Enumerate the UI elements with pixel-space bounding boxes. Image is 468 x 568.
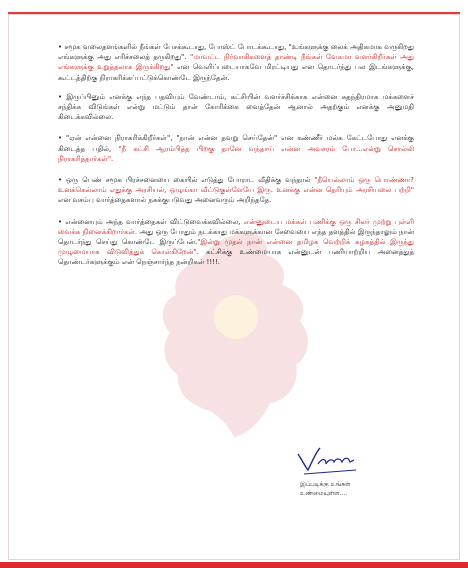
handwritten-signature: [294, 440, 364, 480]
signature-line-1: இப்படிக்கு உங்கள்: [300, 481, 351, 488]
paragraph-1-highlight-1: "மாவட்ட நிர்வாகிகளைத் தாண்டி நீங்கள் வேகமா வளர்கிறீர்கள் அது எங்களுக்கு உறுத்தலாக இருக்கிறது": [58, 53, 414, 72]
paragraph-2-text-1: • இருப்பினும் எனக்கு எந்த பதவியும் வேண்டாம், கட்சியின் வளர்ச்சிக்காக என்னை சுதந்திரமாக மக்களைச் சந்திக்க விடுங்கள் என்று மட்டும் தான் கோரிக்கை வைத்தேன் ஆனால் அதற்கும் எனக்கு அனுமதி கிடைக்கவில்லை.: [58, 92, 414, 122]
paragraph-5-highlight-2: "இன்று முதல் நான் என்னை தமிழக வெற்றிக் கழகத்தில் இருந்து முழுமையாக விடுவித்துக் கொள்கிறேன்".: [58, 238, 414, 257]
letter-body: [58, 42, 414, 277]
paragraph-1-text-2: என வெளிப்படையாகவே மிரட்டியது என தொடர்ந்து பல இடங்களுக்கு, கூட்டத்திற்கு நிராகரிக்கப்பட்டுக்கொண்டே இருந்தேன்.: [58, 63, 414, 82]
paragraph-5-text-3: கட்சிக்கு உண்மையாக என்னுடன் பணியாற்றிய அனைத்துத் தொண்டர்களுக்கும் என் நெஞ்சார்ந்த நன்றிகள் !!!!.: [58, 248, 414, 267]
paragraph-5-text-1: • என்னையும் அந்த வார்த்தைகள் விட்டுவைக்கவில்லை,: [58, 217, 244, 226]
paragraph-3: [58, 133, 414, 164]
paragraph-4-highlight-1: "நீயெல்லாம் ஒரு பொண்ணா? உனக்கெல்லாம் எதுக்கு அரசியல், ஒழுங்கா வீட்டுகுள்ளேயே இரு. உனக்கு என்ன தெரியும் அரசியலை பற்றி": [58, 176, 414, 195]
paragraph-1-text-1: • சமூக வலைதளங்களில் நீங்கள் பேசக்கூடாது, போஸ்ட் போடக்கூடாது, "உங்களுக்கு லைக் அதிகமாக வருகிறது எங்களுக்கு அது எரிச்சலைத் தருகிறது".: [58, 43, 414, 62]
paragraph-3-highlight-1: "நீ கட்சி ஆரம்பித்த பிறகு தானே வந்தாய் என்ன அவசரம் போ...என்று சொல்லி நிராகரித்தார்கள்".: [58, 144, 414, 163]
paragraph-5-highlight-1: என்னுடைய மக்கள் பணிக்கு ஒரு சிலர் முற்று புள்ளி வைக்க நினைக்கிறார்கள்.: [58, 217, 414, 236]
paragraph-5-text-2: அது ஒரு போதும் நடக்காது மக்களுக்கான சேவையை எந்த தளத்தில் இருந்தாலும் நான் தொடர்ந்து செய்து கொண்டே இருப்பேன்.: [58, 227, 414, 247]
signature-line-2: உண்மையுள்ள....: [300, 490, 348, 497]
paragraph-1: [58, 42, 414, 83]
signature-block: [292, 440, 412, 498]
paragraph-5: [58, 217, 414, 268]
bottom-accent-bar: [0, 562, 468, 568]
paragraph-4-text-2: என வசம்பு வார்த்தைகளால் நசுக்குபடுவது அனைவரும் அறிந்ததே.: [58, 196, 272, 205]
paragraph-4: [58, 175, 414, 206]
paragraph-3-text-1: • "ஏன் என்னை நிராகரிக்கிறீர்கள்", "நான் என்ன தவறு செய்தேன்" என கண்ணீர் மல்க கேட்டபோது எனக்கு கிடைத்த பதில்,: [58, 134, 414, 153]
paragraph-2: [58, 92, 414, 123]
paragraph-4-text-1: • ஒரு பெண் சமூக பிரச்சனையை கையில் எடுத்து போராட வீதிக்கு வந்தால்: [58, 176, 315, 185]
